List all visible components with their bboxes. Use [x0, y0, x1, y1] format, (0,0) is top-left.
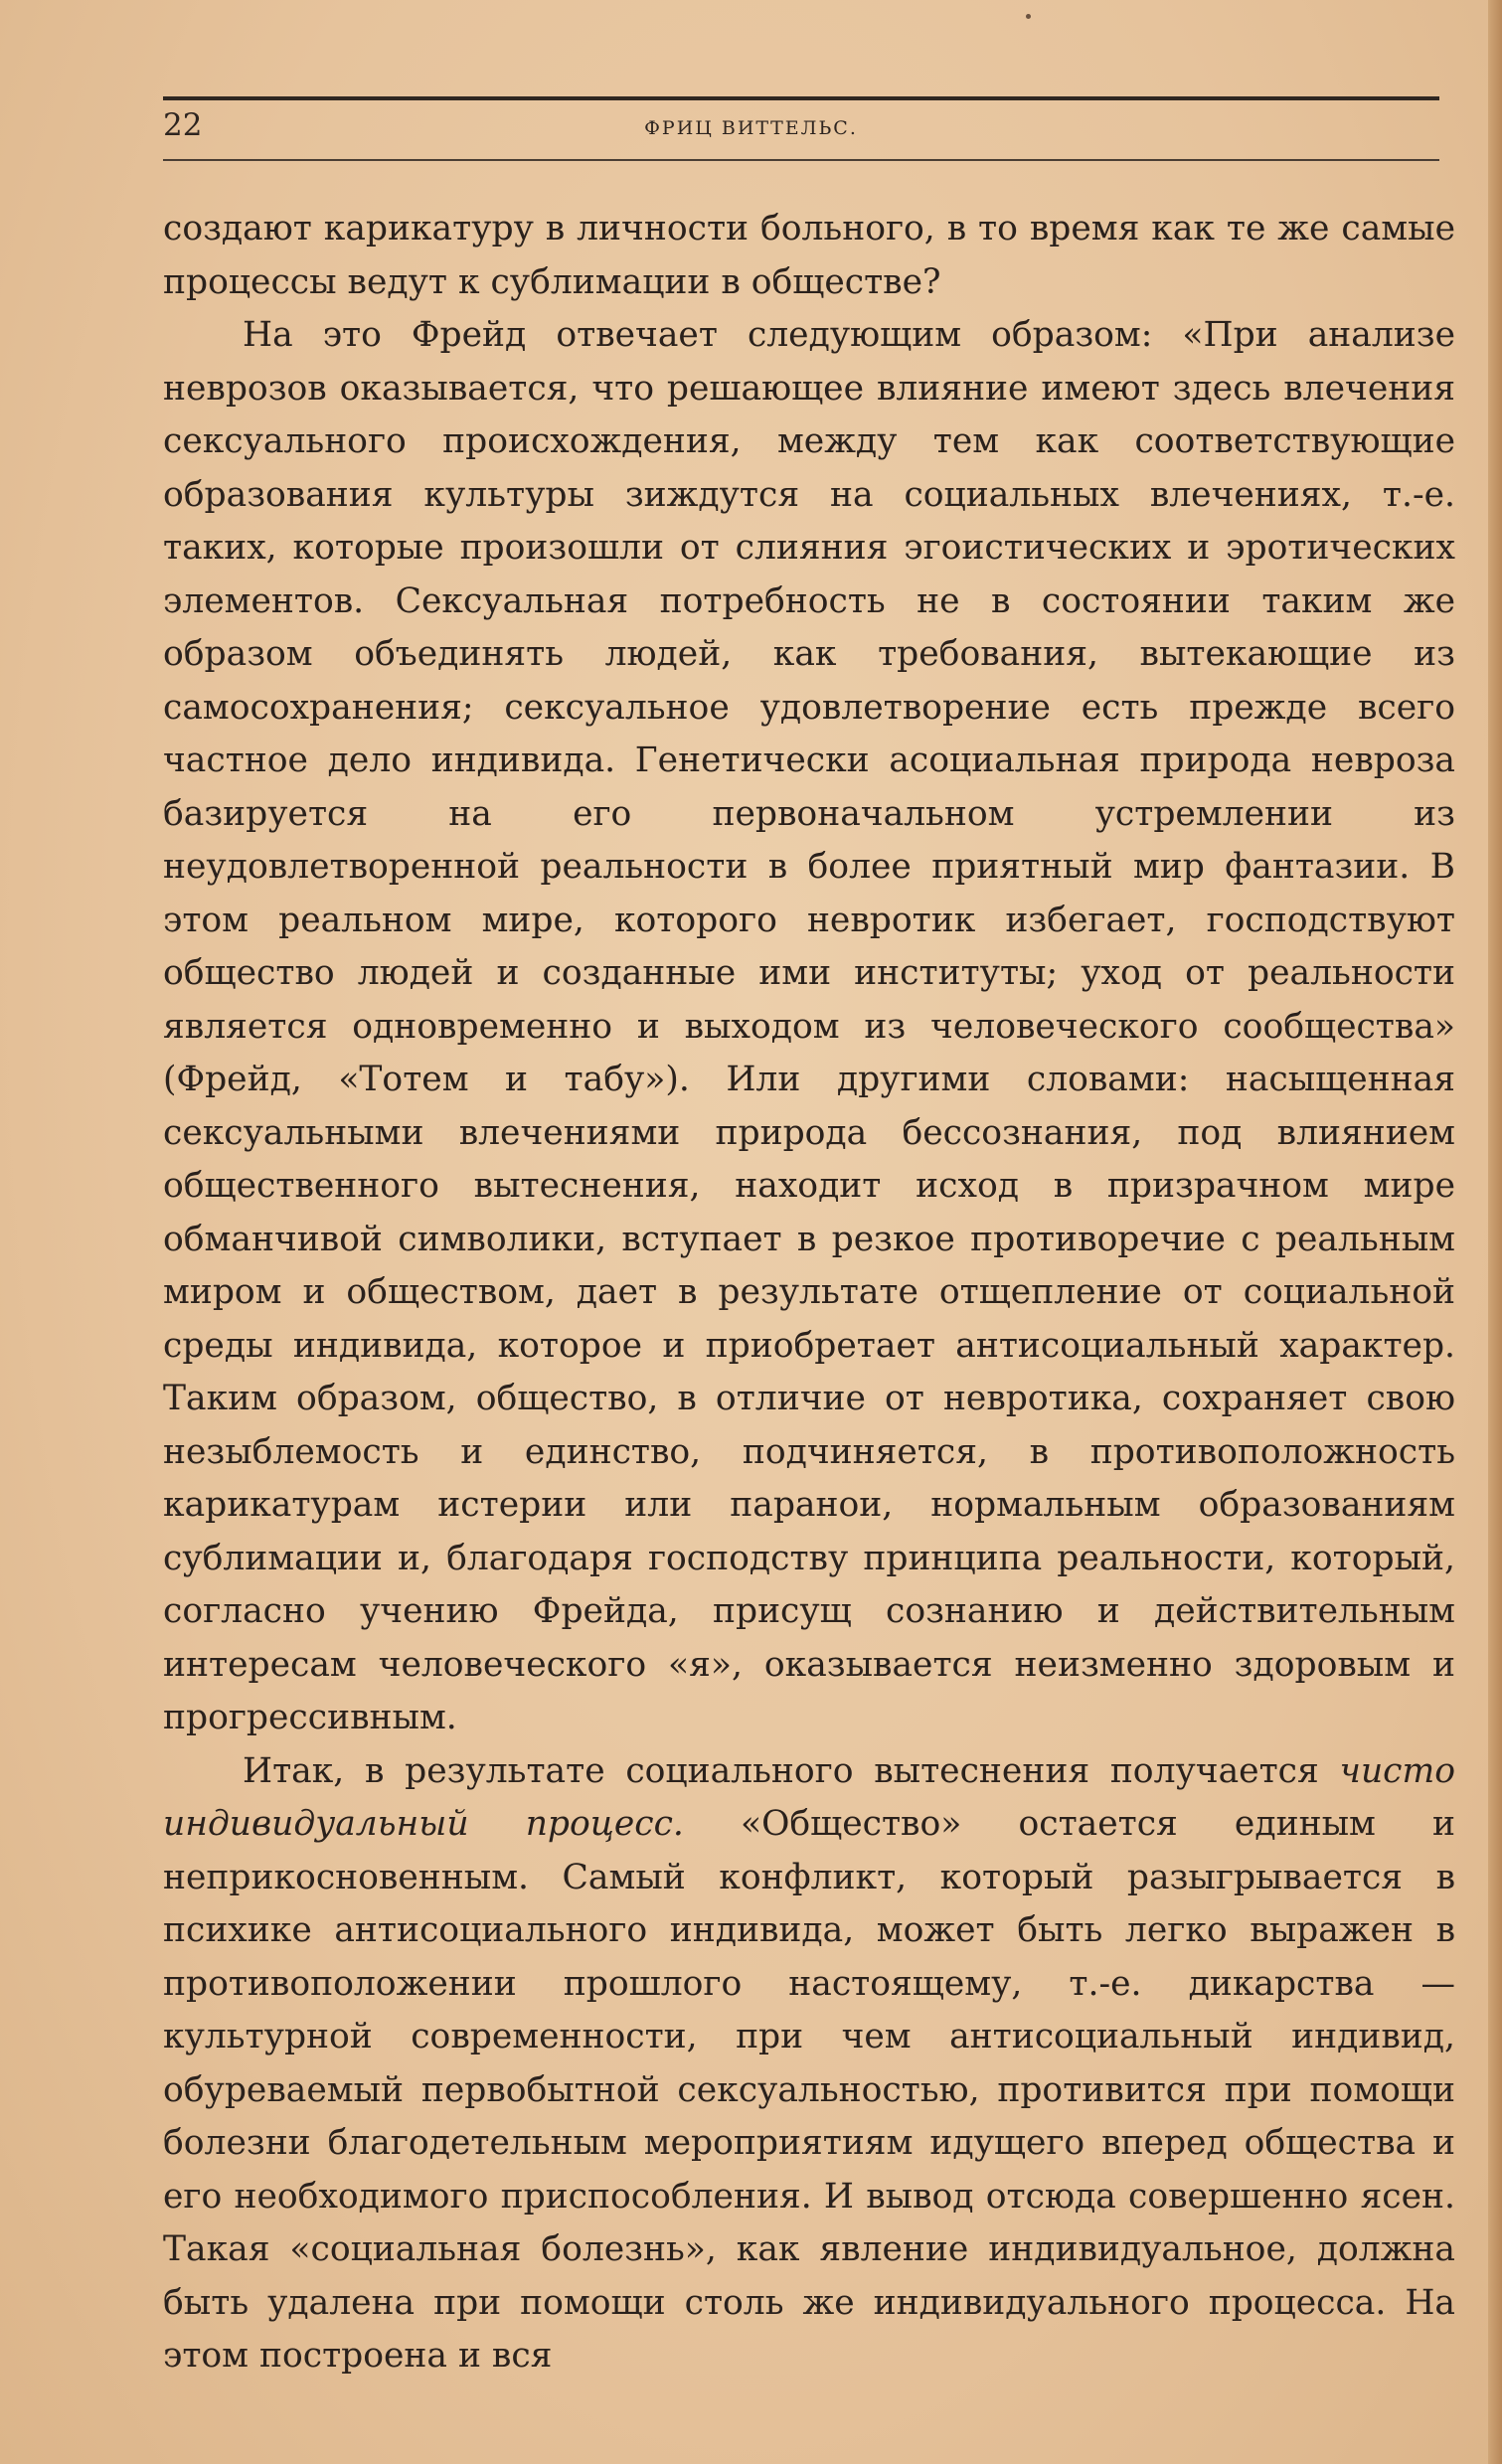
paragraph-3-italic-phrase: чисто индивидуальный процесс. [163, 1750, 1455, 1844]
body-text [163, 203, 1455, 2383]
paragraph-1: создают карикатуру в личности больного, в то время как те же самые процессы ведут к сублимации в обществе? [163, 209, 1455, 302]
running-head: ФРИЦ ВИТТЕЛЬС. [644, 117, 858, 139]
header-top-rule [163, 96, 1439, 100]
page-number: 22 [163, 107, 203, 143]
paragraph-3-lead: Итак, в результате социального вытеснения получается [243, 1750, 1340, 1791]
paragraph-2: На это Фрейд отвечает следующим образом: «При анализе неврозов оказывается, что решающее влияние имеют здесь влечения сексуального происхождения, между тем как соответствующие образования культуры зиждутся на социальных влечениях, т.-е. таких, которые произошли от слияния эгоистических и эротических элементов. Сексуальная потребность не в состоянии таким же образом объединять людей, как требования, вытекающие из самосохранения; сексуальное удовлетворение есть прежде всего частное дело индивида. Генетически асоциальная природа невроза базируется на его первоначальном устремлении из неудовлетворенной реальности в более приятный мир фантазии. В этом реальном мире, которого невротик избегает, господствуют общество людей и созданные ими институты; уход от реальности является одновременно и выходом из человеческого сообщества» (Фрейд, «Тотем и табу»). Или другими словами: насыщенная сексуальными влечениями природа бессознания, под влиянием общественного вытеснения, находит исход в призрачном мире обманчивой символики, вступает в резкое противоречие с реальным миром и обществом, дает в результате отщепление от социальной среды индивида, которое и приобретает антисоциальный характер. Таким образом, общество, в отличие от невротика, сохраняет свою незыблемость и единство, подчиняется, в противоположность карикатурам истерии или паранои, нормальным образованиям сублимации и, благодаря господству принципа реальности, который, согласно учению Фрейда, присущ сознанию и действительным интересам человеческого «я», оказывается неизменно здоровым и прогрессивным. [163, 315, 1455, 1737]
page-edge-shadow [1488, 0, 1502, 2464]
paper-speck [1026, 14, 1031, 19]
header-bottom-rule [163, 159, 1439, 161]
paragraph-3-rest: «Общество» остается единым и неприкосновенным. Самый конфликт, который разыгрывается в психике антисоциального индивида, может быть легко выражен в противоположении прошлого настоящему, т.-е. дикарства — культурной современности, при чем антисоциальный индивид, обуреваемый первобытной сексуальностью, противится при помощи болезни благодетельным мероприятиям идущего вперед общества и его необходимого приспособления. И вывод отсюда совершенно ясен. Такая «социальная болезнь», как явление индивидуальное, должна быть удалена при помощи столь же индивидуального процесса. На этом построена и вся [163, 1804, 1455, 2376]
paragraph-3 [163, 1745, 1455, 2383]
